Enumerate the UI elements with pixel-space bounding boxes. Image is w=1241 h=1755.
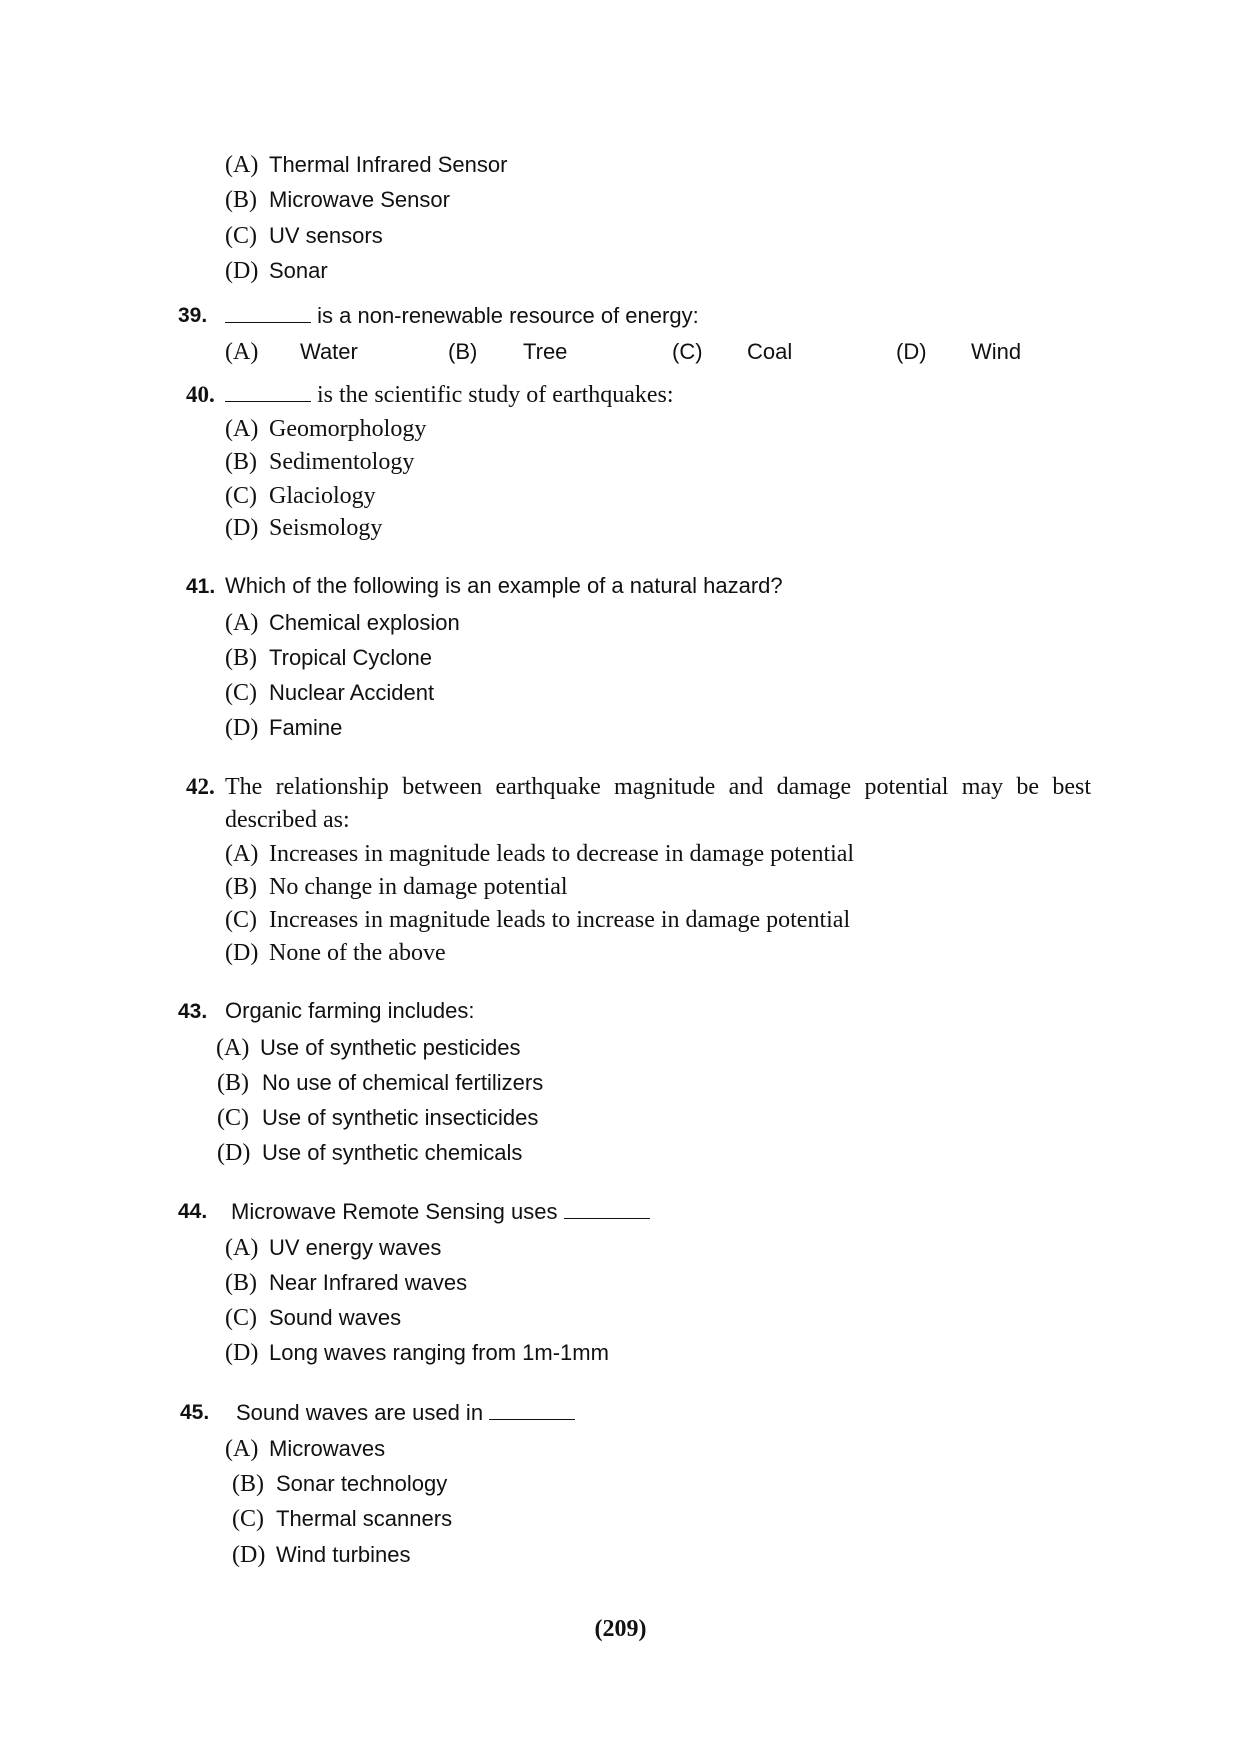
q43-option-a: (A) Use of synthetic pesticides <box>216 1035 521 1061</box>
q39-option-b-label: (B) <box>448 339 478 364</box>
q43-number: 43. <box>178 1000 208 1023</box>
q42-option-b: (B) No change in damage potential <box>225 874 568 900</box>
q39-blank <box>225 304 311 323</box>
q41-text: Which of the following is an example of a natural hazard? <box>225 573 783 598</box>
q39-option-d-text: Wind <box>971 339 1022 364</box>
q44-number: 44. <box>178 1200 208 1223</box>
q43-option-d: (D) Use of synthetic chemicals <box>217 1140 523 1166</box>
q43-option-c: (C) Use of synthetic insecticides <box>217 1105 539 1131</box>
q41-number: 41. <box>186 575 216 598</box>
q44-option-b: (B) Near Infrared waves <box>225 1270 468 1296</box>
q40-blank <box>225 383 311 402</box>
q44-blank <box>564 1200 650 1219</box>
q41-option-b: (B) Tropical Cyclone <box>225 645 433 671</box>
q39-option-a-label: (A) <box>225 339 259 365</box>
q39-option-c-text: Coal <box>747 339 793 364</box>
q45-option-b: (B) Sonar technology <box>232 1471 448 1497</box>
page-number: (209) <box>594 1616 647 1642</box>
q40-option-d: (D) Seismology <box>225 515 383 541</box>
q42-option-d: (D) None of the above <box>225 940 446 966</box>
q42-number: 42. <box>186 774 215 799</box>
q44-option-a: (A) UV energy waves <box>225 1235 442 1261</box>
q43-option-b: (B) No use of chemical fertilizers <box>217 1070 544 1096</box>
q38-option-d: (D) Sonar <box>225 258 328 284</box>
q44-text: Microwave Remote Sensing uses <box>231 1200 650 1223</box>
q42-text-line1: The relationship between earthquake magnitude and damage potential may be best <box>225 774 1091 800</box>
q45-text: Sound waves are used in <box>236 1401 575 1424</box>
q40-option-b: (B) Sedimentology <box>225 449 415 475</box>
q45-blank <box>489 1401 575 1420</box>
q39-number: 39. <box>178 304 208 327</box>
q39-option-d-label: (D) <box>896 339 927 364</box>
q40-number: 40. <box>186 382 215 407</box>
q44-option-d: (D) Long waves ranging from 1m-1mm <box>225 1340 609 1366</box>
q40-option-a: (A) Geomorphology <box>225 416 427 442</box>
q38-option-b: (B) Microwave Sensor <box>225 187 450 213</box>
q38-option-a: (A) Thermal Infrared Sensor <box>225 152 508 178</box>
q40-option-c: (C) Glaciology <box>225 483 376 509</box>
q42-text-line2: described as: <box>225 807 350 833</box>
q40-text: is the scientific study of earthquakes: <box>225 383 674 407</box>
q41-option-c: (C) Nuclear Accident <box>225 680 435 706</box>
q41-option-a: (A) Chemical explosion <box>225 610 460 636</box>
q45-option-a: (A) Microwaves <box>225 1436 386 1462</box>
q44-option-c: (C) Sound waves <box>225 1305 402 1331</box>
q41-option-d: (D) Famine <box>225 715 343 741</box>
q39-option-b-text: Tree <box>523 339 568 364</box>
q39-option-c-label: (C) <box>672 339 703 364</box>
q42-option-a: (A) Increases in magnitude leads to decrease in damage potential <box>225 841 855 867</box>
q43-text: Organic farming includes: <box>225 998 475 1023</box>
q45-option-d: (D) Wind turbines <box>232 1542 411 1568</box>
q38-option-c: (C) UV sensors <box>225 223 383 249</box>
q42-option-c: (C) Increases in magnitude leads to increase in damage potential <box>225 907 851 933</box>
q45-number: 45. <box>180 1401 210 1424</box>
q45-option-c: (C) Thermal scanners <box>232 1506 453 1532</box>
q39-option-a-text: Water <box>300 339 358 364</box>
q39-text: is a non-renewable resource of energy: <box>225 304 699 327</box>
